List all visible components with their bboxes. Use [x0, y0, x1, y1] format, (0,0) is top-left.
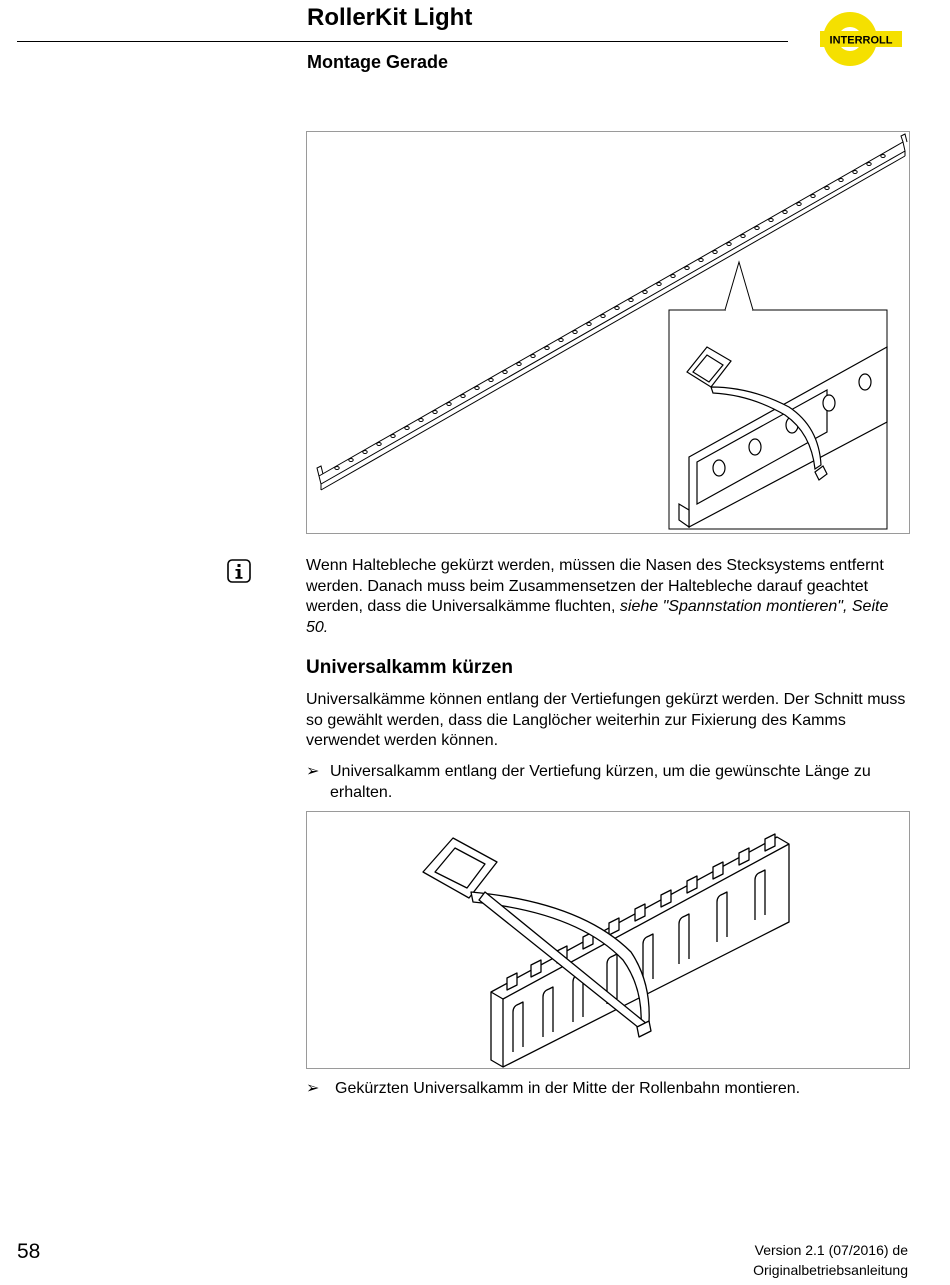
info-note-plain: Wenn Haltebleche gekürzt werden, müssen die Nasen des Stecksystems entfernt werden. Danach muss beim Zusammensetzen der Haltebleche darauf geachtet werden, dass die Universalkämme fluchten, — [306, 557, 884, 615]
step-arrow-icon: ➢ — [306, 1080, 320, 1097]
section-paragraph: Universalkämme können entlang der Vertiefungen gekürzt werden. Der Schnitt muss so gewählt werden, dass die Langlöcher weiterhin zur Fixierung des Kamms verwendet werden können. — [306, 691, 906, 749]
step-text: Universalkamm entlang der Vertiefung kürzen, um die gewünschte Länge zu erhalten. — [330, 763, 871, 801]
comb-cutting-figure — [306, 811, 910, 1069]
page-number: 58 — [17, 1240, 41, 1263]
mounting-strip-drawing — [307, 132, 909, 533]
section-heading: Universalkamm kürzen — [306, 657, 513, 678]
section-subtitle: Montage Gerade — [307, 52, 449, 72]
instruction-step — [306, 1079, 906, 1100]
instruction-step — [306, 762, 906, 803]
version-text: Version 2.1 (07/2016) de — [754, 1242, 908, 1258]
info-icon — [227, 559, 251, 583]
mounting-strip-figure — [306, 131, 910, 534]
footer-version — [753, 1240, 908, 1280]
step-arrow-icon: ➢ — [306, 763, 320, 780]
info-note-reference: siehe "Spannstation montieren", Seite 50. — [306, 598, 889, 636]
step-text: Gekürzten Universalkamm in der Mitte der Rollenbahn montieren. — [335, 1080, 801, 1097]
logo-text: INTERROLL — [829, 34, 893, 47]
comb-cutting-drawing — [307, 812, 909, 1068]
header-rule — [17, 41, 788, 42]
interroll-logo — [818, 10, 904, 68]
document-title: RollerKit Light — [307, 4, 473, 31]
info-note-text — [306, 556, 906, 638]
document-type: Originalbetriebsanleitung — [753, 1262, 908, 1278]
